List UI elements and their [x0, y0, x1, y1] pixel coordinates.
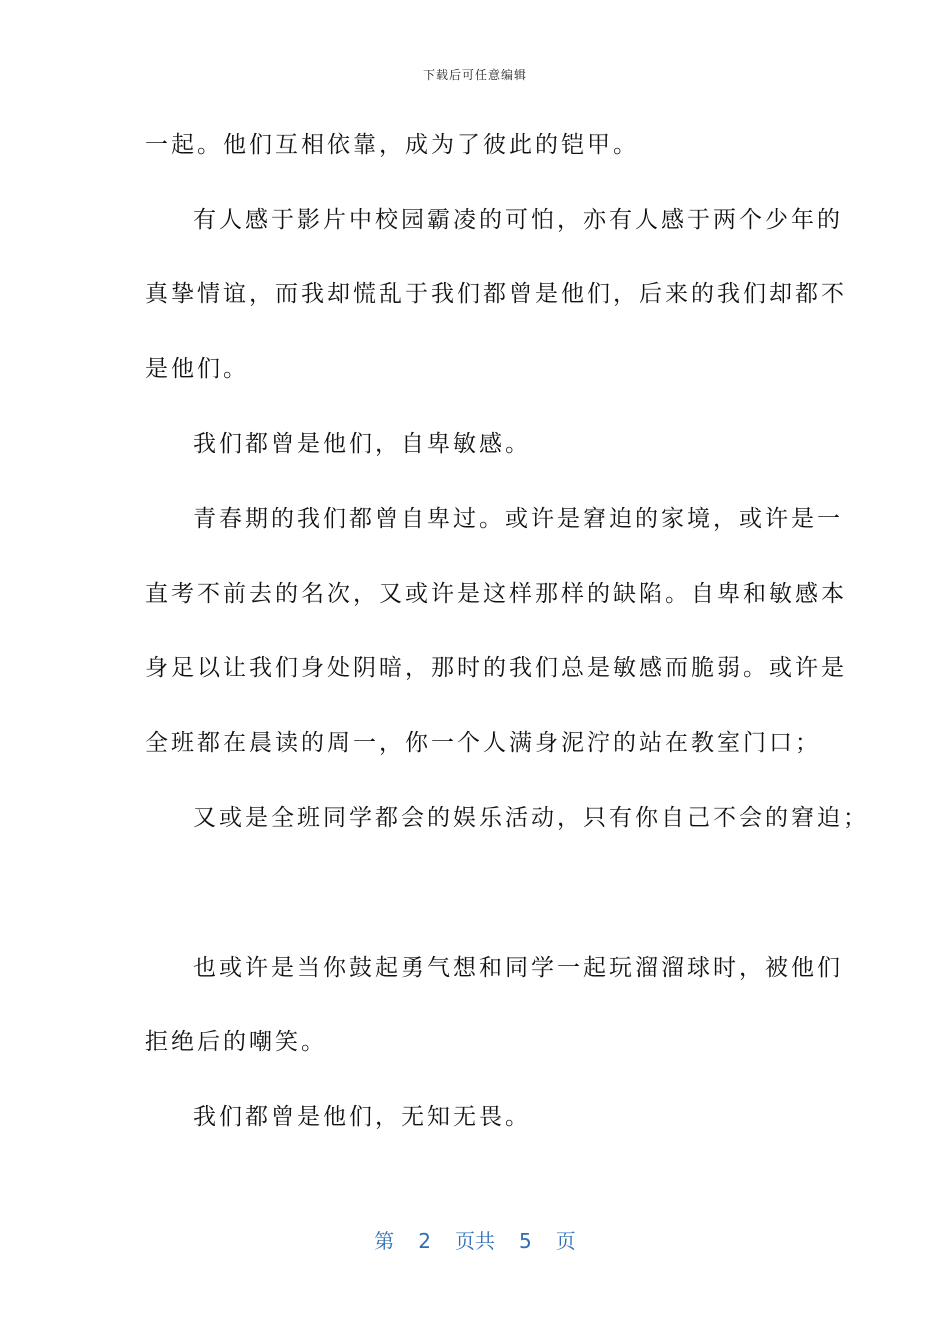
body-line-13: 我们都曾是他们，无知无畏。	[193, 1104, 531, 1130]
page-total: 5	[519, 1229, 532, 1253]
body-line-1: 一起。他们互相依靠，成为了彼此的铠甲。	[145, 132, 639, 158]
body-line-3: 真挚情谊，而我却慌乱于我们都曾是他们，后来的我们却都不	[145, 281, 847, 307]
body-line-6: 青春期的我们都曾自卑过。或许是窘迫的家境，或许是一	[193, 506, 843, 532]
body-line-7: 直考不前去的名次，又或许是这样那样的缺陷。自卑和敏感本	[145, 581, 847, 607]
body-line-2: 有人感于影片中校园霸凌的可怕，亦有人感于两个少年的	[193, 207, 843, 233]
body-line-8: 身足以让我们身处阴暗，那时的我们总是敏感而脆弱。或许是	[145, 655, 847, 681]
body-line-11: 也或许是当你鼓起勇气想和同学一起玩溜溜球时，被他们	[193, 955, 843, 981]
page-footer	[0, 1225, 950, 1254]
body-line-9: 全班都在晨读的周一，你一个人满身泥泞的站在教室门口；	[145, 730, 821, 756]
page-middle: 页共	[455, 1229, 495, 1253]
body-line-5: 我们都曾是他们，自卑敏感。	[193, 431, 531, 457]
page-prefix: 第	[374, 1229, 395, 1253]
page-current: 2	[418, 1229, 431, 1253]
body-line-12: 拒绝后的嘲笑。	[145, 1029, 327, 1055]
page-header: 下载后可任意编辑	[422, 68, 527, 82]
page-suffix: 页	[555, 1229, 576, 1253]
body-line-10: 又或是全班同学都会的娱乐活动，只有你自己不会的窘迫；	[193, 805, 869, 831]
body-line-4: 是他们。	[145, 356, 249, 382]
